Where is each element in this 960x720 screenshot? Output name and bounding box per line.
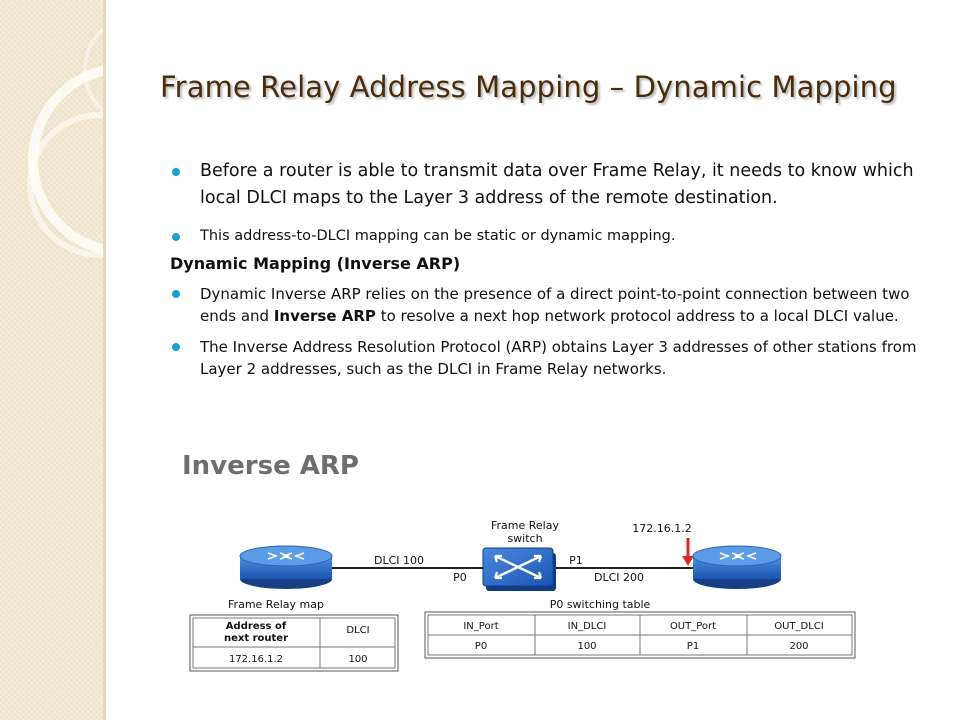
- bullet-text: The Inverse Address Resolution Protocol (ARP) obtains Layer 3 addresses of other stations from Layer 2 addresses, such as the DLCI in Frame Relay networks.: [200, 338, 917, 378]
- bullet-item: [170, 283, 940, 327]
- switch-label-line1: Frame Relay: [491, 519, 559, 532]
- bullet-dot: [172, 168, 180, 176]
- port-p0-label: P0: [453, 571, 467, 584]
- map-header-address-line1: Address of: [225, 621, 287, 632]
- frame-relay-switch-icon: [483, 548, 556, 591]
- bullet-dot: [172, 290, 180, 298]
- switch-header-out-port: OUT_Port: [669, 621, 717, 632]
- bullet-text-part: to resolve a next hop network protocol address to a local DLCI value.: [375, 307, 899, 325]
- side-decor-band: [0, 0, 106, 720]
- map-table-caption: Frame Relay map: [228, 598, 324, 611]
- slide-body: [170, 158, 940, 380]
- router-left-icon: [240, 546, 332, 589]
- switch-cell-in-dlci: 100: [577, 641, 597, 652]
- inverse-arp-diagram: [170, 440, 870, 675]
- map-cell-dlci: 100: [348, 654, 368, 665]
- bullet-dot: [172, 233, 180, 241]
- left-dlci-label: DLCI 100: [373, 554, 425, 567]
- bullet-item: [170, 336, 940, 380]
- decor-circles: [0, 0, 106, 720]
- port-p1-label: P1: [569, 554, 583, 567]
- switch-table-caption: P0 switching table: [549, 598, 651, 611]
- switch-header-out-dlci: OUT_DLCI: [774, 621, 824, 632]
- figure-title: Inverse ARP: [182, 451, 359, 481]
- map-header-dlci: DLCI: [346, 625, 370, 636]
- bullet-dot: [172, 343, 180, 351]
- bullet-text: Before a router is able to transmit data over Frame Relay, it needs to know which local DLCI maps to the Layer 3 address of the remote destination.: [200, 161, 914, 208]
- switch-cell-out-port: P1: [686, 641, 700, 652]
- bullet-text-part: Dynamic Inverse ARP relies on the presence of a direct point-to-point connection between two ends and: [200, 285, 910, 325]
- slide-title: Frame Relay Address Mapping – Dynamic Mapping: [160, 70, 897, 104]
- switch-cell-out-dlci: 200: [789, 641, 809, 652]
- switch-header-in-dlci: IN_DLCI: [567, 621, 607, 632]
- switch-header-in-port: IN_Port: [463, 621, 499, 632]
- switch-label-line2: switch: [507, 532, 543, 545]
- map-header-address-line2: next router: [223, 633, 289, 644]
- arrow-down-icon: [682, 538, 694, 566]
- switch-cell-in-port: P0: [474, 641, 488, 652]
- bullet-item: [170, 226, 940, 246]
- section-heading: Dynamic Mapping (Inverse ARP): [170, 254, 461, 273]
- bullet-item: [170, 158, 940, 212]
- bullet-text: This address-to-DLCI mapping can be static or dynamic mapping.: [200, 228, 676, 244]
- router-right-icon: [693, 546, 781, 589]
- right-dlci-label: DLCI 200: [593, 571, 645, 584]
- bullet-bold-term: Inverse ARP: [273, 307, 376, 325]
- map-cell-address: 172.16.1.2: [228, 654, 284, 665]
- destination-ip-label: 172.16.1.2: [632, 522, 692, 535]
